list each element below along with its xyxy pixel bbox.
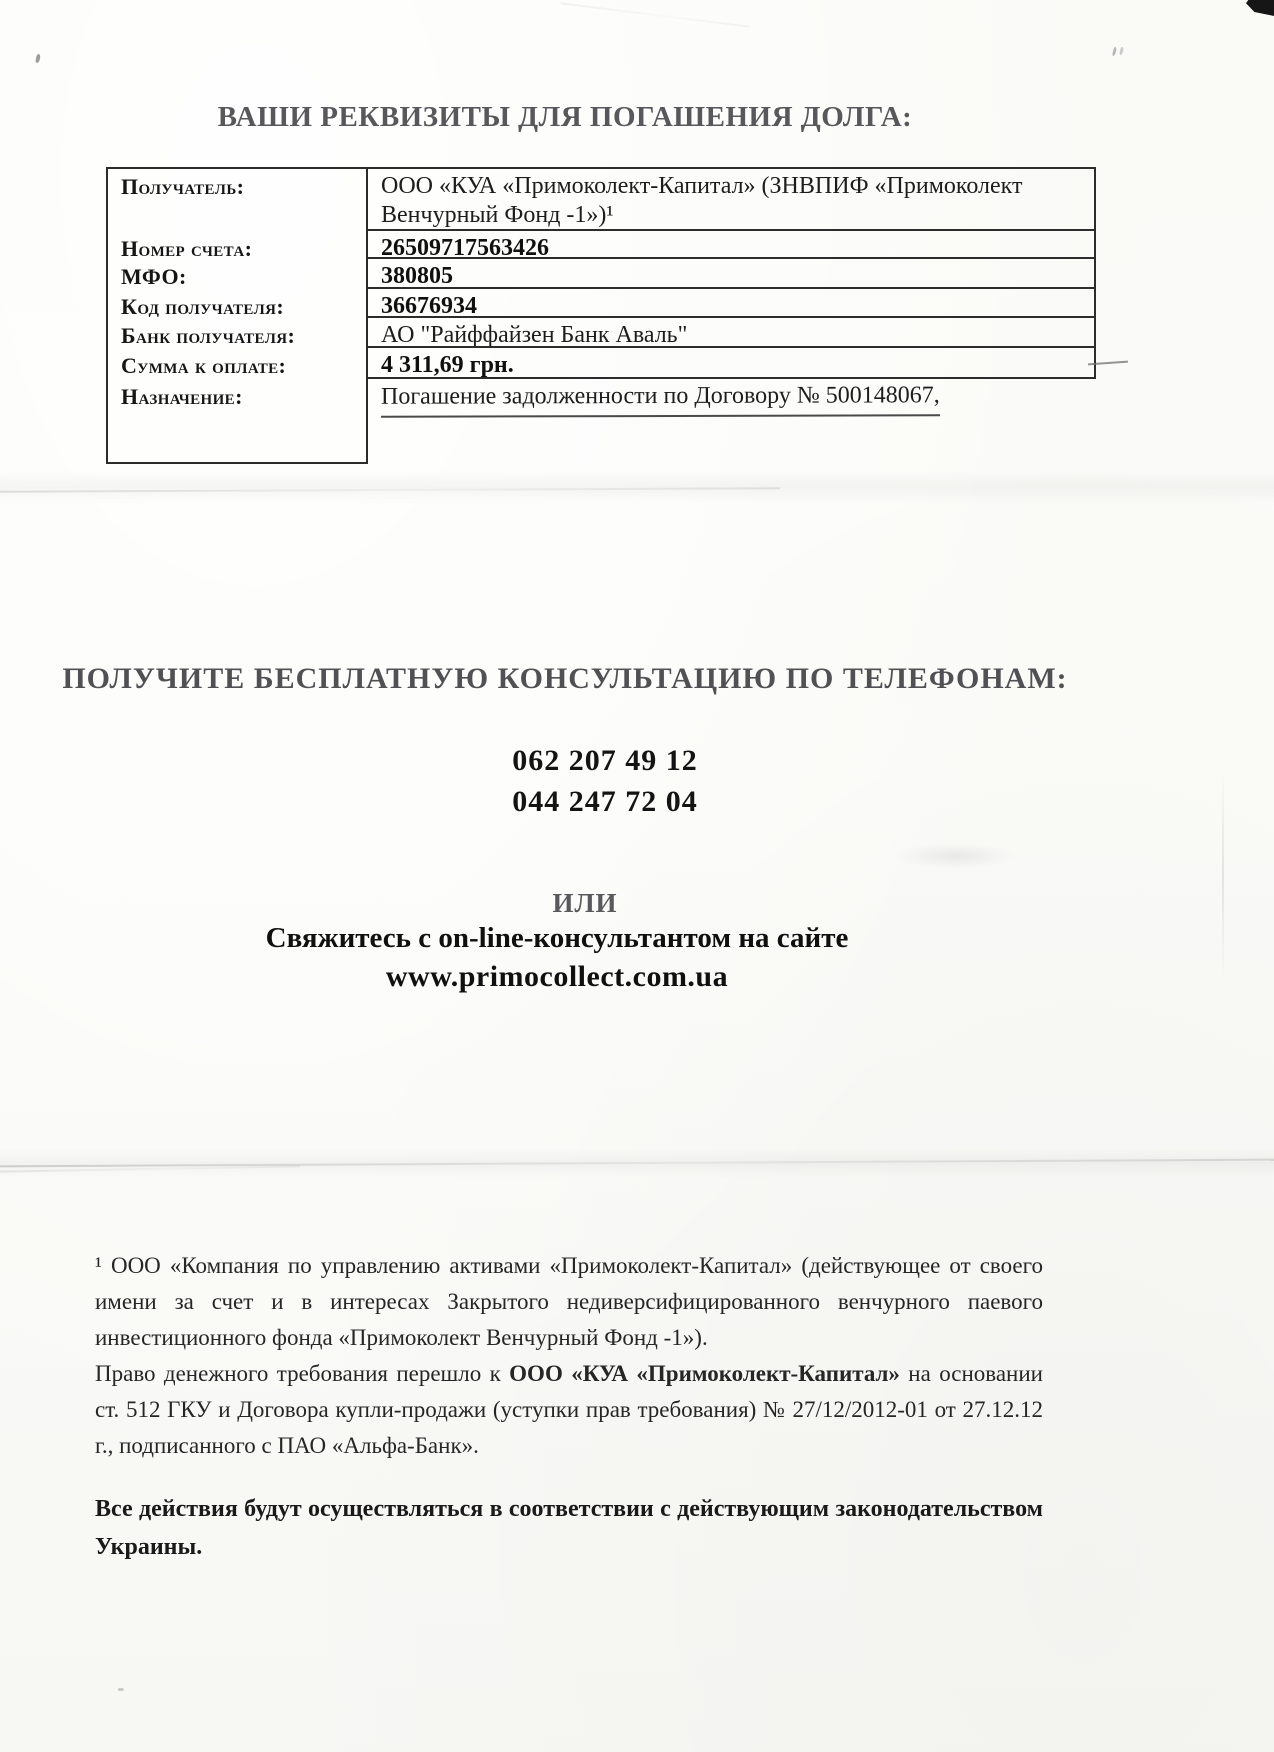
- phone-number-2: 044 247 72 04: [512, 785, 698, 818]
- row-label-payment-purpose: Назначение:: [108, 379, 368, 464]
- website-url: www.primocollect.com.ua: [385, 960, 729, 993]
- scan-crease-band: [0, 470, 1274, 504]
- table-row: [108, 348, 1096, 379]
- footnote-paragraph-2-start: Право денежного требования перешло к: [95, 1361, 510, 1386]
- table-row: [108, 169, 1096, 231]
- row-label-recipient-bank: Банк получателя:: [108, 318, 368, 348]
- table-row: [108, 259, 1096, 289]
- online-consultant-block: [0, 919, 1114, 997]
- scan-speck: [1112, 47, 1117, 56]
- footnote: [95, 1248, 1043, 1464]
- row-label-recipient-code: Код получателя:: [108, 289, 368, 318]
- table-row: [108, 318, 1096, 348]
- scan-crease: [0, 1165, 300, 1172]
- footnote-paragraph-1: ¹ ООО «Компания по управлению активами «Примоколект-Капитал» (действующее от своего имени за счет и в интересах Закрытого недиверсифицированного венчурного паевого инвестиционного фонда «Примоколект Венчурный Фонд -1»).: [95, 1253, 1043, 1350]
- row-value-recipient-code: 36676934: [368, 289, 1096, 318]
- row-value-amount-due: 4 311,69 грн.: [368, 348, 1096, 379]
- row-label-account-number: Номер счета:: [108, 231, 368, 259]
- footnote-company-bold: ООО «КУА «Примоколект-Капитал»: [509, 1361, 900, 1386]
- phone-numbers: [75, 740, 1135, 822]
- scan-corner-mark: [1246, 0, 1274, 16]
- or-label: ИЛИ: [552, 888, 618, 918]
- footnote-paragraph-2-end: на основании ст. 512 ГКУ и Договора купли-продажи (уступки прав требования) № 27/12/2012-01 от 27.12.12 г., подписанного с ПАО «Альфа-Банк».: [95, 1361, 1043, 1458]
- row-value-recipient: ООО «КУА «Примоколект-Капитал» (ЗНВПИФ «Примоколект Венчурный Фонд -1»)¹: [368, 169, 1096, 231]
- scan-crease: [561, 2, 750, 27]
- legal-statement: Все действия будут осуществляться в соответствии с действующим законодательством Украины.: [95, 1496, 1043, 1560]
- scan-speck: [118, 1688, 124, 1691]
- row-label-amount-due: Сумма к оплате:: [108, 348, 368, 379]
- online-consultant-line: Свяжитесь с on-line-консультантом на сайте: [265, 922, 849, 954]
- table-row: [108, 231, 1096, 259]
- scan-speck: [1119, 47, 1124, 55]
- payment-purpose-text: Погашение задолженности по Договору № 500148067,: [381, 381, 940, 417]
- page-title: ВАШИ РЕКВИЗИТЫ ДЛЯ ПОГАШЕНИЯ ДОЛГА:: [217, 101, 913, 133]
- table-row: [108, 289, 1096, 318]
- scan-crease: [1222, 770, 1224, 980]
- scan-smudge: [895, 843, 1015, 869]
- footnote-paragraph-2: [95, 1356, 1043, 1464]
- scan-crease: [0, 487, 780, 492]
- row-label-mfo: МФО:: [108, 259, 368, 289]
- scan-crease-band: [0, 1148, 1274, 1178]
- consultation-heading: ПОЛУЧИТЕ БЕСПЛАТНУЮ КОНСУЛЬТАЦИЮ ПО ТЕЛЕФОНАМ:: [62, 662, 1068, 695]
- row-label-recipient: Получатель:: [108, 169, 368, 231]
- table-row: [108, 379, 1096, 464]
- row-value-recipient-bank: АО "Райффайзен Банк Аваль": [368, 318, 1096, 348]
- scan-speck: [35, 54, 41, 64]
- row-value-mfo: 380805: [368, 259, 1096, 289]
- requisites-table: [106, 167, 1096, 464]
- phone-number-1: 062 207 49 12: [512, 744, 698, 777]
- scan-crease: [0, 1159, 1274, 1168]
- row-value-account-number: 26509717563426: [368, 231, 1096, 259]
- row-value-payment-purpose: [368, 379, 1096, 464]
